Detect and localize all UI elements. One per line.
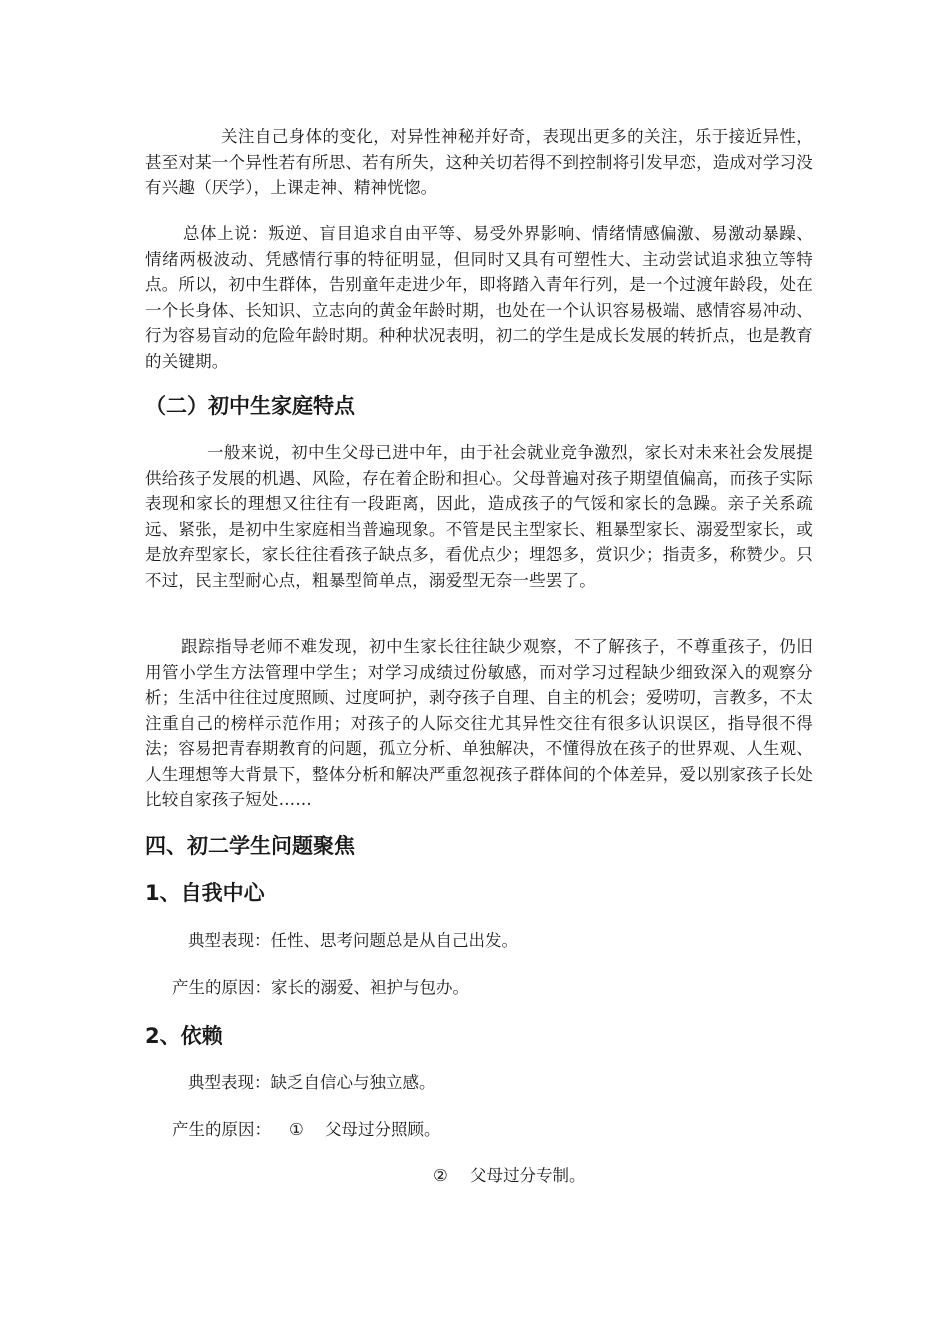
heading-family-features: （二）初中生家庭特点 [145,394,355,418]
heading-problem-focus: 四、初二学生问题聚焦 [145,834,355,858]
heading-dependence: 2、依赖 [145,1024,223,1048]
paragraph-teacher-findings: 跟踪指导老师不难发现，初中生家长往往缺少观察，不了解孩子，不尊重孩子，仍旧用管小学生方法管理中学生；对学习成绩过份敏感，而对学习过程缺少细致深入的观察分析；生活中往往过度照顾、过度呵护，剥夺孩子自理、自主的机会；爱唠叨，言教多，不太注重自己的榜样示范作用；对孩子的人际交往尤其异性交往有很多认识误区，指导很不得法；容易把青春期教育的问题，孤立分析、单独解决，不懂得放在孩子的世界观、人生观、人生理想等大背景下，整体分析和解决严重忽视孩子群体间的个体差异，爱以别家孩子长处比较自家孩子短处…… [145,637,813,809]
dependence-cause-1-marker: ① [289,1120,304,1139]
self-centered-typical: 典型表现：任性、思考问题总是从自己出发。 [188,931,518,950]
dependence-cause-2-text: 父母过分专制。 [470,1166,586,1185]
heading-self-centered: 1、自我中心 [145,881,265,905]
dependence-cause-2-marker: ② [433,1166,448,1185]
dependence-cause-1-text: 父母过分照顾。 [325,1120,441,1139]
dependence-cause-label: 产生的原因： [172,1120,271,1139]
dependence-typical: 典型表现：缺乏自信心与独立感。 [188,1073,436,1092]
paragraph-parents-expectations: 一般来说，初中生父母已进中年，由于社会就业竞争激烈，家长对未来社会发展提供给孩子发展的机遇、风险，存在着企盼和担心。父母普遍对孩子期望值偏高，而孩子实际表现和家长的理想又往往有一段距离，因此，造成孩子的气馁和家长的急躁。亲子关系疏远、紧张，是初中生家庭相当普遍现象。不管是民主型家长、粗暴型家长、溺爱型家长，或是放弃型家长，家长往往看孩子缺点多，看优点少；埋怨多，赏识少；指责多，称赞少。只不过，民主型耐心点，粗暴型简单点，溺爱型无奈一些罢了。 [145,443,813,590]
self-centered-cause: 产生的原因：家长的溺爱、袒护与包办。 [172,978,469,997]
paragraph-overall-summary: 总体上说：叛逆、盲目追求自由平等、易受外界影响、情绪情感偏激、易激动暴躁、情绪两极波动、凭感情行事的特征明显，但同时又具有可塑性大、主动尝试追求独立等特点。所以，初中生群体，告别童年走进少年，即将踏入青年行列，是一个过渡年龄段，处在一个长身体、长知识、立志向的黄金年龄时期，也处在一个认识容易极端、感情容易冲动、行为容易盲动的危险年龄时期。种种状况表明，初二的学生是成长发展的转折点，也是教育的关键期。 [145,224,813,371]
paragraph-adolescent-interest: 关注自己身体的变化，对异性神秘并好奇，表现出更多的关注，乐于接近异性，甚至对某一个异性若有所思、若有所失，这种关切若得不到控制将引发早恋，造成对学习没有兴趣（厌学），上课走神、精神恍惚。 [145,127,813,197]
